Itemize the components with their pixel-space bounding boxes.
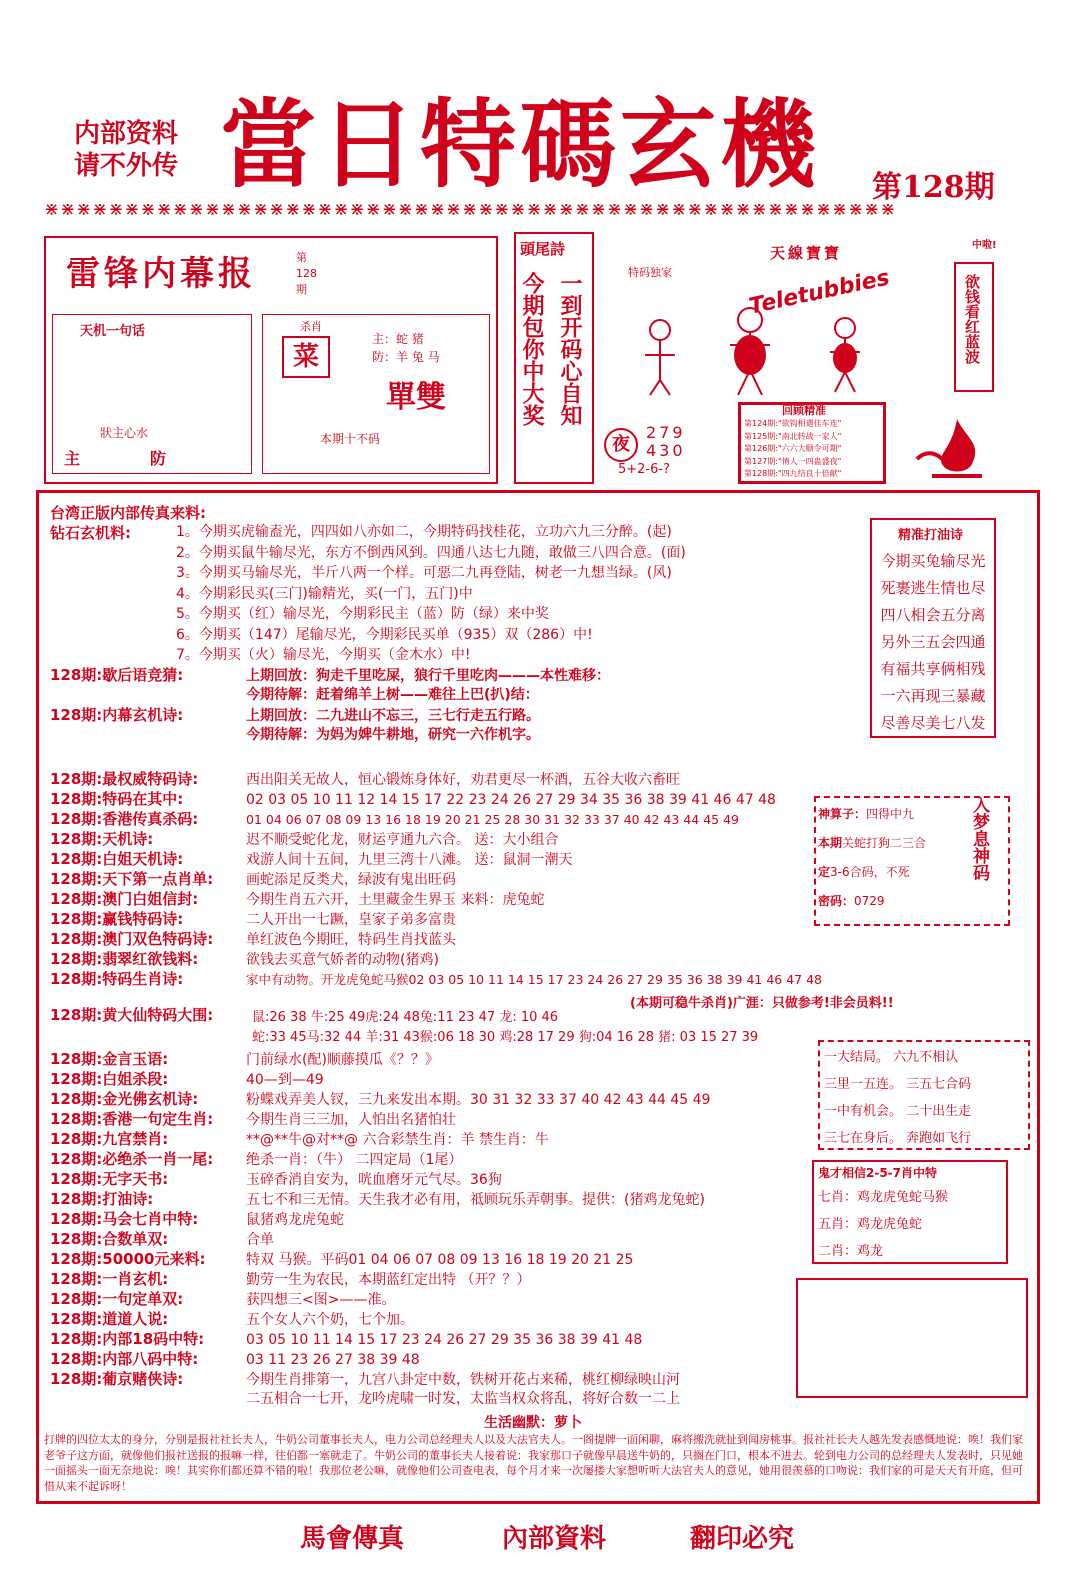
shen-1-label: 神算子： [818, 807, 867, 821]
leifeng-sub4: 狀主心水 [100, 426, 149, 440]
star-divider: ⋇⋇⋇⋇⋇⋇⋇⋇⋇⋇⋇⋇⋇⋇⋇⋇⋇⋇⋇⋇⋇⋇⋇⋇⋇⋇⋇⋇⋇⋇⋇⋇⋇⋇⋇⋇⋇⋇⋇⋇⋇⋇⋇⋇⋇⋇⋇⋇⋇⋇⋇⋇⋇ [44, 200, 897, 220]
row: 128期:一句定单双: 获四想三<图>——准。 [50, 1290, 396, 1308]
side-poem-line: 死裹逃生情也尽 [880, 579, 986, 597]
leifeng-main-val: 蛇 猪 [396, 332, 424, 346]
history-item-5: 第128期:"四九结良十倍献" [744, 469, 842, 478]
history-item-3: 第126期:"六六大顺令可期" [744, 444, 842, 453]
poem-nums [646, 424, 686, 460]
row: 128期:最权威特码诗: 西出阳关无故人，恒心锻炼身体好，劝君更尽一杯酒，五谷大收六畜旺 [50, 770, 680, 788]
issue-number: 第128期 [872, 170, 995, 205]
side-poem-line: 有福共享俩相残 [880, 660, 986, 678]
huang-line-1: 鼠:26 38 牛:25 49虎:24 48兔:11 23 47 龙: 10 46 [252, 1010, 559, 1025]
teletubbies-brand-cn: 天線寶寶 [770, 244, 843, 262]
leifeng-sub3: 本期十不码 [320, 432, 381, 446]
gui-title: 鬼才相信2-5-7肖中特 [818, 1166, 938, 1180]
row: 128期:道道人说: 五个女人六个奶，七个加。 [50, 1310, 414, 1328]
leifeng-main [372, 330, 440, 366]
history-item-2: 第125期:"南北转战一家人" [744, 431, 842, 441]
leifeng-fang: 防 [150, 449, 167, 468]
internal-note-line-2: 请不外传 [74, 151, 179, 181]
history-title: 回顾精准 [782, 404, 826, 417]
row: 128期:内部18码中特: 03 05 10 11 14 15 17 23 24 26 27 29 35 36 38 39 41 48 [50, 1330, 643, 1348]
row: 128期:香港传真杀码: 01 04 06 07 08 09 13 16 18 19 20 21 25 28 30 31 32 33 37 40 42 43 44 45 49 [50, 810, 740, 828]
ye-badge: 夜 [604, 428, 638, 462]
leifeng-main-label: 主： [372, 332, 397, 346]
row: 128期:白姐天机诗: 戏游人间十五间，九里三湾十八滩。 送：鼠洞一潮天 [50, 850, 573, 868]
row: 128期:天机诗: 迟不顺受蛇化龙，财运亨通九六合。 送：大小组合 [50, 830, 559, 848]
leifeng-issue [296, 250, 317, 298]
row: 今期待解：赶着绵羊上树——难往上巴(扒)结： [246, 687, 539, 703]
row: 128期:九宫禁肖: **@**牛@对**@ 六合彩禁生肖：羊 禁生肖：牛 [50, 1130, 549, 1148]
gui-line: 二肖：鸡龙 [818, 1244, 884, 1259]
history-item-1: 第124期:"欲钩相遇佳车连" [744, 419, 842, 428]
shen-4: 0729 [854, 894, 885, 908]
huang-label: 128期:黄大仙特码大围: [50, 1006, 214, 1024]
mid-line: 一中有机会。 二十出生走 [824, 1104, 972, 1119]
humor-text: 打牌的四位太太的身分，分别是报社社长夫人，牛奶公司董事长夫人，电力公司总经理夫人以及大法官夫人。一阁提牌一面闲聊，麻将搬洗就扯到闻房桃事。报社社长夫人越先发表感慨地说：唉！我们家老爷子这方面，就像他们报社送报的报嘛一样，往伯都一塞就走了。牛奶公司的董事长夫人接着说：我家那口子就像早晨送牛奶的，只搁在门口，根本不进去。轮到电力公司的总经理夫人发表时，只见她一面摇头一面无奈地说：唉！其实你们都还算不错的啦！我那位老公嘛，就像他们公司查电表，每个月才来一次屡搂大家想听听大法官夫人的意见，她用很羡慕的口吻说：我们家的可是天天有开庭，但可惜从来不起诉呀！ [44, 1433, 1023, 1493]
side-poem-line: 一六再现三暴藏 [880, 687, 986, 705]
huang-line-2: 蛇:33 45马:32 44 羊:31 43猴:06 18 30 鸡:28 17 29 狗:04 16 28 猪: 03 15 27 39 [252, 1030, 759, 1045]
internal-note [74, 118, 178, 182]
gui-line: 五肖：鸡龙虎兔蛇 [818, 1217, 923, 1232]
footer-a: 馬會傳真 [300, 1524, 405, 1554]
fire-icon [912, 414, 992, 484]
footer-c: 翻印必究 [690, 1524, 795, 1554]
mid-line: 一大结局。 六九不相认 [824, 1050, 959, 1065]
huang-note: (本期可稳牛杀肖)广涯：只做参考!非会员料!! [630, 996, 894, 1011]
teletubbies-label-left: 特码独家 [628, 266, 672, 279]
row: 128期:必绝杀一肖一尾: 绝杀一肖：（牛） 二四定局（1尾） [50, 1150, 463, 1168]
row: 128期:白姐杀段: 40—到—49 [50, 1070, 324, 1088]
leifeng-issue-3: 期 [296, 283, 307, 296]
side-poem-line: 尽善尽美七八发 [880, 714, 986, 732]
leifeng-issue-1: 第 [296, 251, 307, 264]
poem-line-2: 一到开码心自知 [557, 272, 582, 426]
row: 128期:打油诗: 五七不和三无情。天生我才必有用，祗顾玩乐弄朝事。提供：(猪鸡龙兔蛇) [50, 1190, 705, 1208]
gui-lines [818, 1184, 948, 1265]
shen-lines [818, 800, 926, 916]
row: 128期:歇后语竞猜: 上期回放：狗走千里吃屎，狼行千里吃肉———本性难移： [50, 666, 610, 684]
poem-formula: 5+2-6-? [618, 462, 670, 477]
shen-2-label: 本期 [818, 836, 843, 850]
diamond-line: 4。今期彩民买(三门)输精光，买(一门，五门)中 [176, 585, 473, 602]
row: 128期:内幕玄机诗: 上期回放：二九进山不忘三，三七行走五行路。 [50, 706, 540, 724]
row: 128期:马会七肖中特: 鼠猪鸡龙虎兔蛇 [50, 1210, 344, 1228]
diamond-list [176, 522, 686, 666]
row: 128期:天下第一点肖单: 画蛇添足反类犬，绿波有鬼出旺码 [50, 870, 456, 888]
side-banner-text: 欲钱看红蓝波 [963, 274, 981, 364]
shen-1: 四得中九 [866, 807, 915, 821]
leifeng-issue-2: 128 [296, 267, 317, 280]
row: 128期:特码生肖诗: 家中有动物。开龙虎兔蛇马猴02 03 05 10 11 14 15 17 23 24 26 27 29 35 36 38 39 41 46 47 48 [50, 970, 822, 988]
row: 128期:一肖玄机: 勤劳一生为农民，本期蓝红定出特 （开？？） [50, 1270, 531, 1288]
gui-line: 七肖：鸡龙虎兔蛇马猴 [818, 1190, 949, 1205]
diamond-label: 钻石玄机料: [50, 524, 131, 542]
leifeng-title: 雷锋内幕报 [66, 254, 256, 294]
row: 128期:葡京赌侠诗: 今期生肖排第一，九宫八卦定中数，铁树开花占来稀，桃红柳绿映山河 [50, 1370, 680, 1388]
row: 128期:赢钱特码诗: 二人开出一七蹶，皇家子弟多富贵 [50, 910, 456, 928]
shen-3-label: 定 [818, 865, 831, 879]
poem-line-1: 今期包你中大奖 [519, 272, 544, 426]
side-poem-line: 四八相会五分离 [880, 606, 986, 624]
row: 128期:无字天书: 玉碎香消自安为，咣血磨牙元气尽。36狗 [50, 1170, 502, 1188]
mid-line: 三里一五连。 三五七合码 [824, 1077, 972, 1092]
row: 128期:内部八码中特: 03 11 23 26 27 38 39 48 [50, 1350, 420, 1368]
row: 128期:香港一句定生肖: 今期生肖三三加，人怕出名猪怕壮 [50, 1110, 456, 1128]
source-label: 台湾正版内部传真来料: [50, 504, 206, 522]
history-list [744, 418, 841, 481]
diamond-line: 6。今期买（147）尾输尽光，今期彩民买单（935）双（286）中! [176, 626, 593, 643]
row: 128期:金光佛玄机诗: 粉蝶戏弄美人钗，三九来发出本期。30 31 32 33 37 40 42 43 44 45 49 [50, 1090, 711, 1108]
row: 128期:翡翠红欲钱料: 欲钱去买意气娇者的动物(猪鸡) [50, 950, 439, 968]
teletubbies-illustration [620, 300, 920, 400]
leifeng-big: 單雙 [386, 380, 446, 415]
row: 128期:50000元来料: 特双 马猴。平码01 04 06 07 08 09 13 16 18 19 20 21 25 [50, 1250, 634, 1268]
side-poem-title: 精准打油诗 [898, 528, 964, 543]
side-poem-line: 今期买兔输尽光 [880, 552, 986, 570]
footer-b: 內部資料 [502, 1524, 607, 1554]
side-poem-line: 另外三五会四通 [880, 633, 986, 651]
teletubbies-zhong: 中啦! [972, 240, 997, 251]
row: 128期:合数单双: 合单 [50, 1230, 274, 1248]
row: 二五相合一七开，龙吟虎啸一时发，太监当权众将乱，将好合数一二上 [246, 1391, 680, 1407]
row: 128期:金言玉语: 门前绿水(配)顺藤摸瓜《？？》 [50, 1050, 439, 1068]
shen-4-label: 密码： [818, 894, 855, 908]
poem-nums-2: 430 [646, 441, 686, 460]
mid-line: 三七在身后。 奔跑如飞行 [824, 1131, 972, 1146]
leifeng-card: 菜 [282, 336, 330, 378]
poem-title: 頭尾詩 [520, 240, 566, 258]
row: 128期:澳门双色特码诗: 单红波色今期旺，特码生肖找蓝头 [50, 930, 456, 948]
page-title: 當日特碼玄機 [220, 88, 820, 201]
teletubbies-brand-en: Teletubbies [746, 265, 892, 320]
internal-note-line-1: 内部资料 [74, 119, 179, 149]
blank-box [796, 1278, 1028, 1398]
leifeng-zhu: 主 [64, 449, 81, 468]
history-item-4: 第127期:"情人一四蛊盛夜" [744, 456, 842, 466]
diamond-line: 5。今期买（红）输尽光，今期彩民主（蓝）防（绿）来中奖 [176, 606, 549, 622]
diamond-line: 2。今期买鼠牛输尽光，东方不倒西风到。四通八达七九随，敢做三八四合意。(面) [176, 544, 686, 561]
row: 128期:澳门白姐信封: 今期生肖五六开，土里藏金生界玉 来料：虎兔蛇 [50, 890, 545, 908]
shen-side: 入梦息神码 [969, 796, 989, 881]
humor-title: 生活幽默：萝卜 [484, 1415, 582, 1431]
leifeng-fang-val: 羊 兔 马 [396, 350, 440, 364]
row: 今期待解：为妈为婢牛耕地，研究一六作机字。 [246, 727, 540, 743]
diamond-line: 1。今期买虎输盍光，四四如八亦如二，今期特码找桂花，立功六九三分醉。(起) [176, 524, 672, 540]
side-poem-lines [872, 548, 994, 737]
leifeng-sub2: 杀肖 [300, 320, 322, 333]
row: 128期:特码在其中: 02 03 05 10 11 12 14 15 17 22 23 24 26 27 29 34 35 36 38 39 41 46 47 48 [50, 790, 776, 808]
leifeng-sub1: 天机一句话 [80, 324, 146, 339]
diamond-line: 3。今期买马输尽光，半斤八两一个样。可惡二九再登陆，树老一九想当绿。(风) [176, 565, 672, 581]
mid-lines [824, 1044, 971, 1152]
poem-nums-1: 279 [646, 423, 686, 442]
leifeng-fang-label: 防： [372, 350, 397, 364]
diamond-line: 7。今期买（火）输尽光，今期买（金木水）中! [176, 647, 471, 663]
shen-2: 关蛇打狗二三合 [842, 836, 927, 850]
shen-3: 3-6合码，不死 [830, 865, 910, 879]
